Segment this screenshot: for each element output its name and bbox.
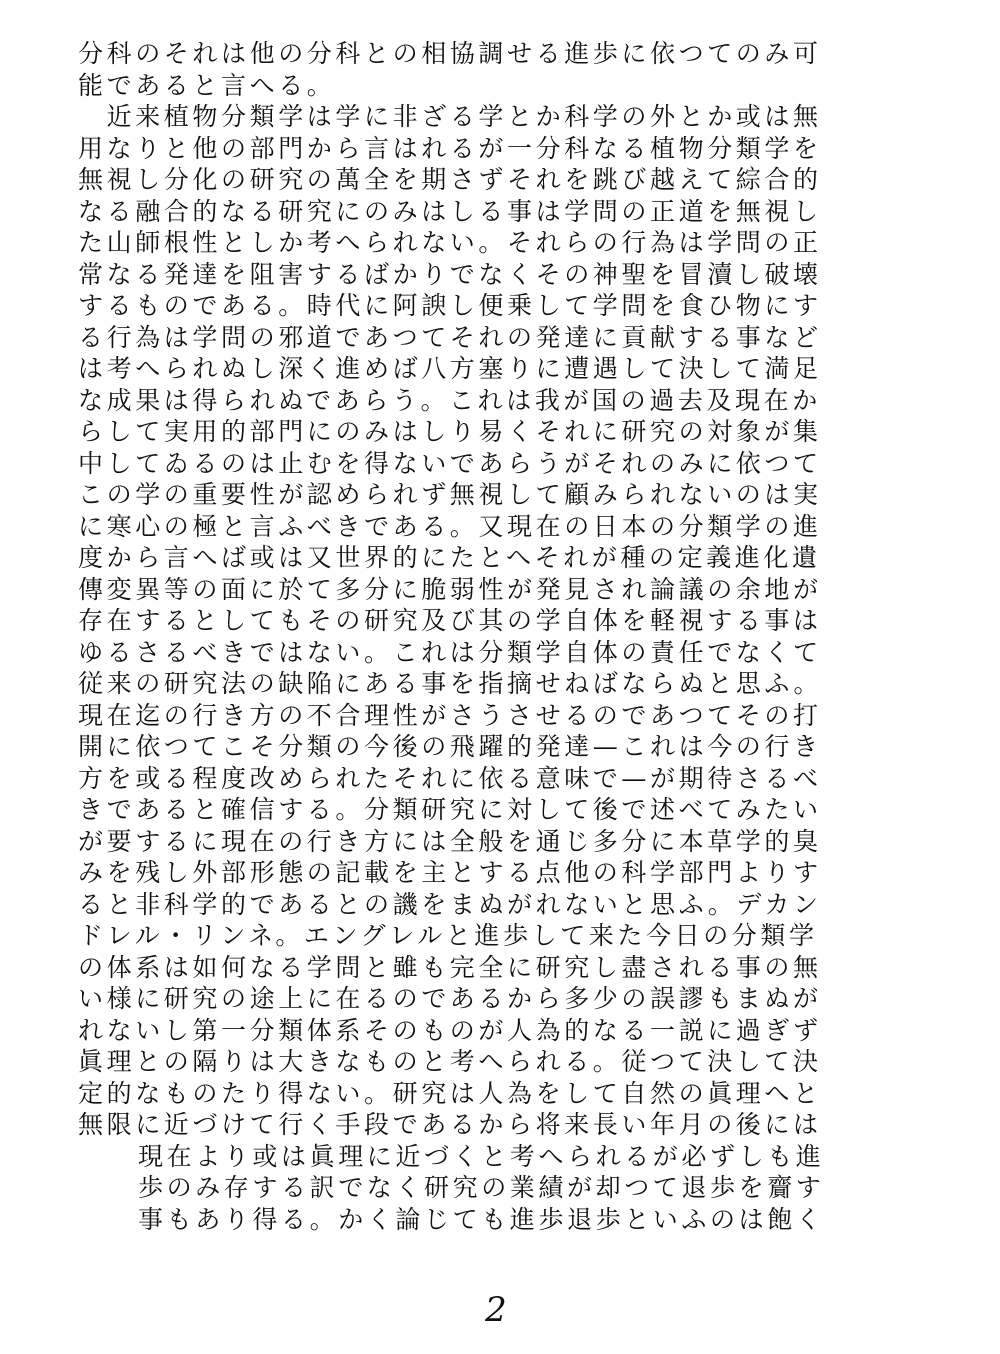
text-line: 傳変異等の面に於て多分に脆弱性が発見され論議の余地が [78,574,822,604]
text-line: る行為は学問の邪道であつてそれの発達に貢献する事など [78,322,822,352]
text-line: 開に依つてこそ分類の今後の飛躍的発達—これは今の行き [78,732,822,761]
text-line: が要するに現在の行き方には全般を通じ多分に本草学的臭 [78,826,822,856]
text-line: 歩のみ存する訳でなく研究の業績が却つて退歩を齎す [138,1173,825,1202]
text-line: た山師根性としか考へられない。それらの行為は学問の正 [78,228,822,257]
text-line: 無限に近づけて行く手段であるから将来長い年月の後には [78,1110,822,1139]
text-line: 現在より或は眞理に近づくと考へられるが必ずしも進 [138,1141,825,1171]
text-line: ゆるさるべきではない。これは分類学自体の責任でなくて [78,637,822,667]
text-line: 常なる発達を阻害するばかりでなくその神聖を冒瀆し破壊 [78,259,822,289]
text-line: 中してゐるのは止むを得ないであらうがそれのみに依つて [78,448,822,478]
text-line: 事もあり得る。かく論じても進歩退歩といふのは飽く [138,1204,825,1234]
text-line: みを残し外部形態の記載を主とする点他の科学部門よりす [78,858,822,887]
text-line: この学の重要性が認められず無視して顧みられないのは実 [78,480,822,509]
page-number: 2 [485,1290,507,1330]
text-line: 方を或る程度改められたそれに依る意味で—が期待さるべ [78,763,822,793]
text-line: 度から言へば或は又世界的にたとへそれが種の定義進化遺 [78,543,821,572]
text-line: 無視し分化の研究の萬全を期さずそれを跳び越えて綜合的 [78,165,822,194]
text-line: 眞理との隔りは大きなものと考へられる。従つて決して決 [78,1047,822,1076]
text-line: の体系は如何なる学問と雖も完全に研究し盡される事の無 [78,952,822,982]
text-line: するものである。時代に阿諛し便乗して学問を食ひ物にす [78,291,822,320]
text-line: れないし第一分類体系そのものが人為的なる一説に過ぎず [78,1015,822,1045]
text-line: 分科のそれは他の分科との相協調せる進歩に依つてのみ可 [78,39,822,68]
text-line: きであると確信する。分類研究に対して後で述べてみたい [78,795,822,824]
text-line: な成果は得られぬであらう。これは我が国の過去及現在か [78,385,821,415]
text-line: 用なりと他の部門から言はれるが一分科なる植物分類学を [78,133,822,163]
text-line: なる融合的なる研究にのみはしる事は学問の正道を無視し [78,196,822,226]
text-line: 現在迄の行き方の不合理性がさうさせるのであつてその打 [78,700,822,730]
text-line: 定的なものたり得ない。研究は人為をして自然の眞理へと [78,1078,822,1108]
text-line: は考へられぬし深く進めば八方塞りに遭遇して決して満足 [78,354,822,383]
text-line: 近来植物分類学は学に非ざる学とか科学の外とか或は無 [78,102,822,131]
handwritten-text-body [78,38,958,1235]
text-line: に寒心の極と言ふべきである。又現在の日本の分類学の進 [78,511,822,541]
text-line: 従来の研究法の缺陥にある事を指摘せねばならぬと思ふ。 [78,669,823,698]
text-line: ると非科学的であるとの譏をまぬがれないと思ふ。デカン [78,889,822,919]
text-line: 能であると言へる。 [78,70,336,100]
text-line: らして実用的部門にのみはしり易くそれに研究の対象が集 [78,417,822,446]
text-line: ドレル・リンネ。エングレルと進歩して来た今日の分類学 [78,921,818,950]
text-line: い様に研究の途上に在るのであるから多少の誤謬もまぬが [78,984,822,1013]
text-line: 存在するとしてもその研究及び其の学自体を軽視する事は [78,606,822,635]
